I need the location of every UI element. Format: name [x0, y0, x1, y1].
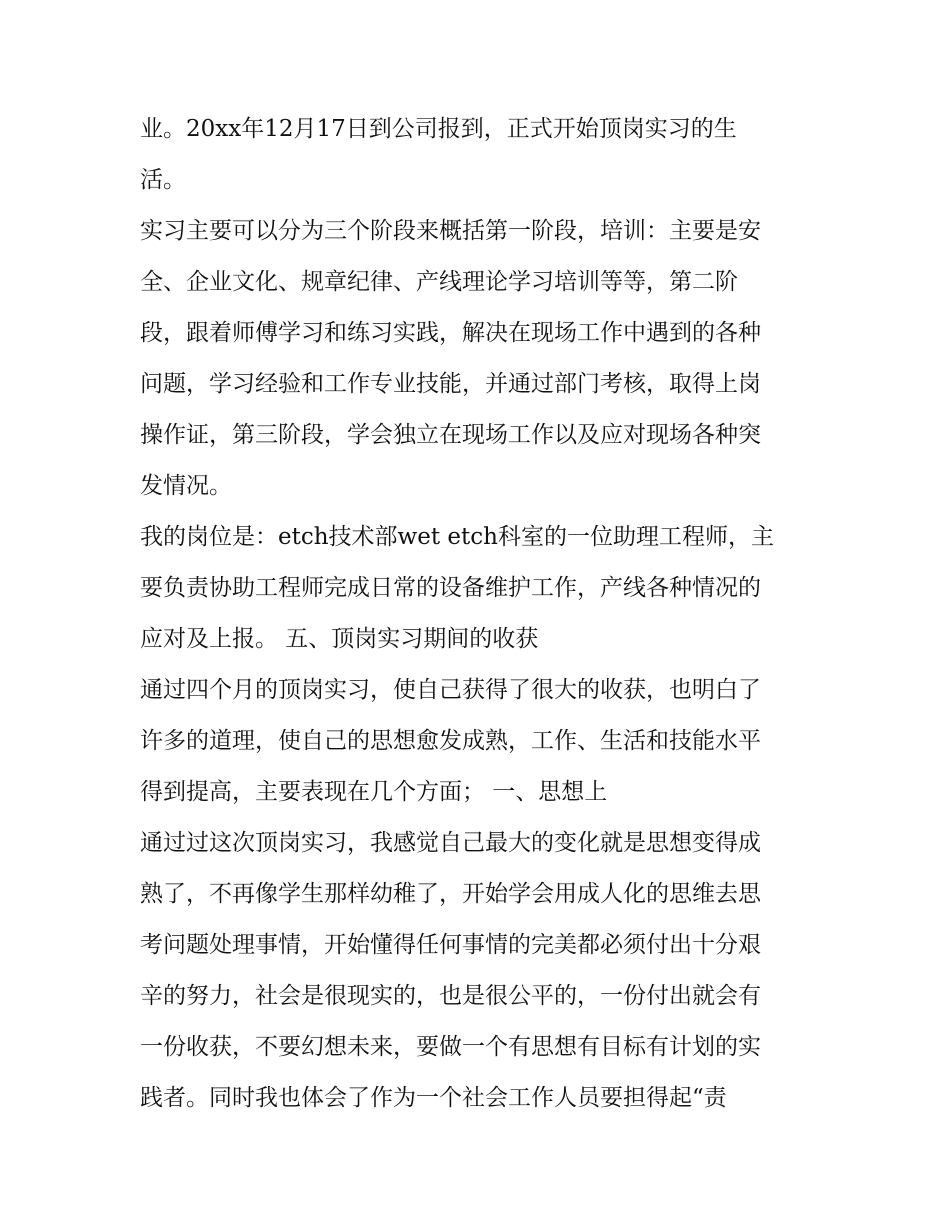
text-line: 通过四个月的顶岗实习，使自己获得了很大的收获，也明白了: [140, 677, 761, 703]
text-line: 问题，学习经验和工作专业技能，并通过部门考核，取得上岗: [140, 371, 761, 397]
text-line: 践者。同时我也体会了作为一个社会工作人员要担得起“责: [140, 1085, 727, 1111]
text-line: 业。20xx年12月17日到公司报到，正式开始顶岗实习的生: [140, 116, 737, 142]
text-line: 应对及上报。 五、顶岗实习期间的收获: [140, 626, 539, 652]
document-body: [140, 104, 820, 1124]
text-line: 全、企业文化、规章纪律、产线理论学习培训等等，第二阶: [140, 269, 738, 295]
text-line: 操作证，第三阶段，学会独立在现场工作以及应对现场各种突: [140, 422, 761, 448]
text-line: 通过过这次顶岗实习，我感觉自己最大的变化就是思想变得成: [140, 830, 761, 856]
text-line: 活。: [140, 167, 186, 193]
text-line: 考问题处理事情，开始懂得任何事情的完美都必须付出十分艰: [140, 932, 761, 958]
text-line: 我的岗位是：etch技术部wet etch科室的一位助理工程师，主: [140, 524, 774, 550]
text-line: 得到提高，主要表现在几个方面； 一、思想上: [140, 779, 608, 805]
text-line: 熟了，不再像学生那样幼稚了，开始学会用成人化的思维去思: [140, 881, 761, 907]
text-line: 段，跟着师傅学习和练习实践，解决在现场工作中遇到的各种: [140, 320, 761, 346]
text-line: 发情况。: [140, 473, 232, 499]
text-line: 许多的道理，使自己的思想愈发成熟，工作、生活和技能水平: [140, 728, 761, 754]
text-line: 一份收获，不要幻想未来，要做一个有思想有目标有计划的实: [140, 1034, 761, 1060]
text-line: 辛的努力，社会是很现实的，也是很公平的，一份付出就会有: [140, 983, 761, 1009]
text-line: 实习主要可以分为三个阶段来概括第一阶段，培训：主要是安: [140, 218, 761, 244]
text-line: 要负责协助工程师完成日常的设备维护工作，产线各种情况的: [140, 575, 761, 601]
